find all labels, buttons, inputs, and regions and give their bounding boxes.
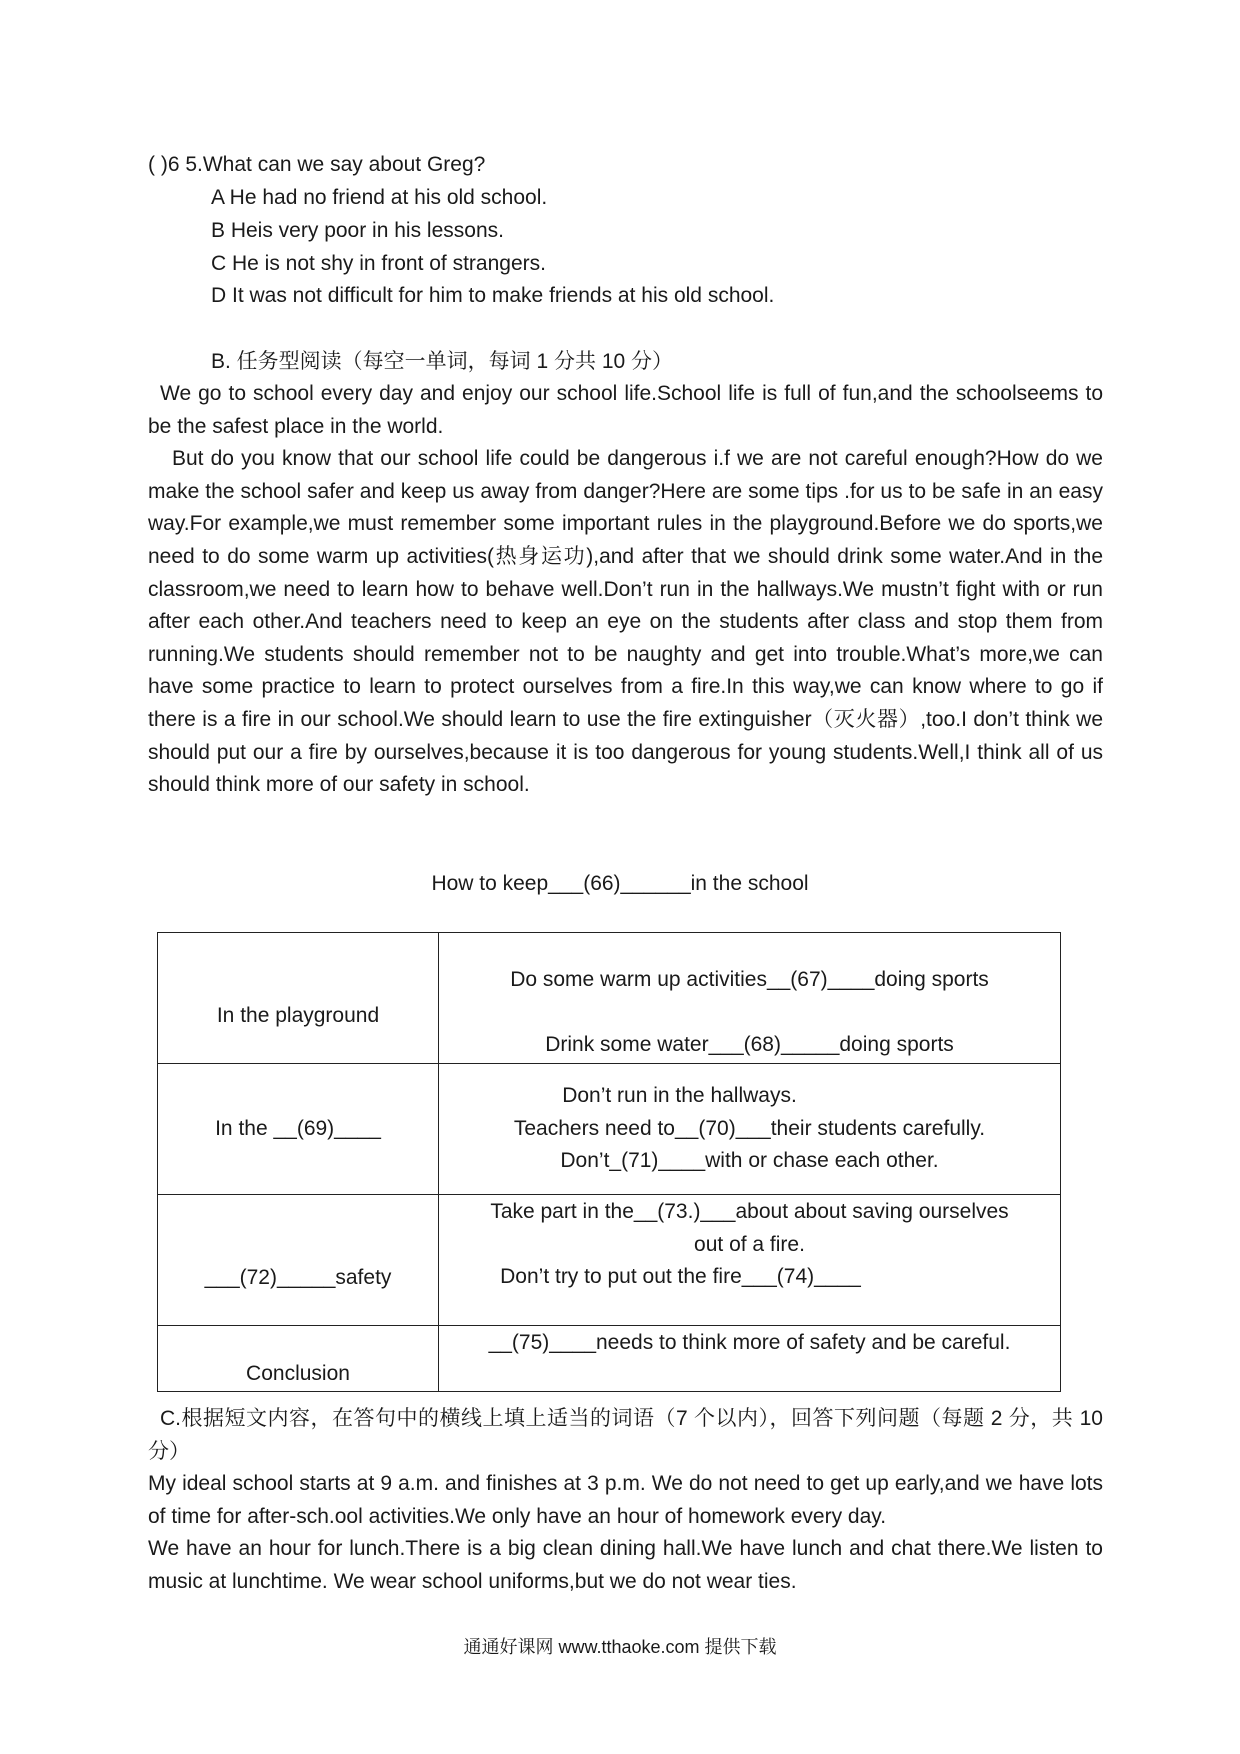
row-label-playground: In the playground (216, 1003, 380, 1027)
question-65-option-b: B Heis very poor in his lessons. (211, 219, 504, 242)
row-label-safety: ___(72)_____safety (204, 1265, 392, 1289)
question-65-option-c: C He is not shy in front of strangers. (211, 252, 546, 275)
row-fire-line-3: Don’t try to put out the fire___(74)____ (500, 1265, 861, 1289)
table-title: How to keep___(66)______in the school (431, 872, 809, 895)
section-b-passage (148, 378, 1103, 802)
table-row-label (158, 1195, 439, 1326)
row-classroom-line-3: Don’t_(71)____with or chase each other. (560, 1149, 939, 1173)
section-c-paragraph-2: We have an hour for lunch.There is a big clean dining hall.We have lunch and chat there.We listen to music at lunchtime. We wear school uniforms,but we do not wear ties. (148, 1537, 1103, 1593)
table-row (158, 1064, 1061, 1195)
section-c (148, 1403, 1103, 1599)
section-b-heading: B. 任务型阅读（每空一单词，每词 1 分共 10 分） (211, 350, 674, 373)
row-label-classroom: In the __(69)____ (215, 1116, 381, 1140)
row-playground-line-2: Drink some water___(68)_____doing sports (545, 1032, 954, 1056)
row-fire-line-2: out of a fire. (694, 1232, 805, 1256)
row-playground-line-1: Do some warm up activities__(67)____doing sports (510, 968, 989, 991)
row-classroom-line-1: Don’t run in the hallways. (562, 1084, 797, 1108)
table-row-content (439, 1195, 1061, 1326)
section-b-paragraph-1: We go to school every day and enjoy our school life.School life is full of fun,and the schoolseems to be the safest place in the world. (148, 382, 1103, 438)
row-conclusion-line: __(75)____needs to think more of safety and be careful. (488, 1331, 1011, 1355)
table-row (158, 933, 1061, 1064)
table-row-label (158, 1326, 439, 1392)
question-65-option-a: A He had no friend at his old school. (211, 186, 548, 209)
question-65-stem: ( )6 5.What can we say about Greg? (148, 153, 486, 176)
table-row-content (439, 1064, 1061, 1195)
task-table (157, 932, 1061, 1392)
table-row (158, 1326, 1061, 1392)
row-fire-line-1: Take part in the__(73.)___about about saving ourselves (490, 1200, 1009, 1224)
table-row-content (439, 1326, 1061, 1392)
section-c-heading: C.根据短文内容，在答句中的横线上填上适当的词语（7 个以内），回答下列问题（每题 2 分，共 10 分） (148, 1407, 1103, 1463)
section-c-paragraph-1: My ideal school starts at 9 a.m. and finishes at 3 p.m. We do not need to get up early,and we have lots of time for after-sch.ool activities.We only have an hour of homework every day. (148, 1472, 1103, 1528)
section-b-paragraph-2: But do you know that our school life could be dangerous i.f we are not careful enough?How do we make the school safer and keep us away from danger?Here are some tips .for us to be safe in an easy way.For example,we must remember some important rules in the playground.Before we do sports,we need to do some warm up activities(热身运功),and after that we should drink some water.And in the classroom,we need to learn how to behave well.Don’t run in the hallways.We mustn’t fight with or run after each other.And teachers need to keep an eye on the students after class and stop them from running.We students should remember not to be naughty and get into trouble.What’s more,we can have some practice to learn to protect ourselves from a fire.In this way,we can know where to go if there is a fire in our school.We should learn to use the fire extinguisher（灭火器）,too.I don’t think we should put our a fire by ourselves,because it is too dangerous for young students.Well,I think all of us should think more of our safety in school. (148, 447, 1103, 797)
row-label-conclusion: Conclusion (246, 1361, 350, 1385)
row-classroom-line-2: Teachers need to__(70)___their students carefully. (513, 1116, 986, 1140)
question-65-option-d: D It was not difficult for him to make friends at his old school. (211, 284, 775, 307)
page-footer: 通通好课网 www.tthaoke.com 提供下载 (463, 1637, 777, 1657)
table-row-label (158, 933, 439, 1064)
table-row-content (439, 933, 1061, 1064)
table-row (158, 1195, 1061, 1326)
